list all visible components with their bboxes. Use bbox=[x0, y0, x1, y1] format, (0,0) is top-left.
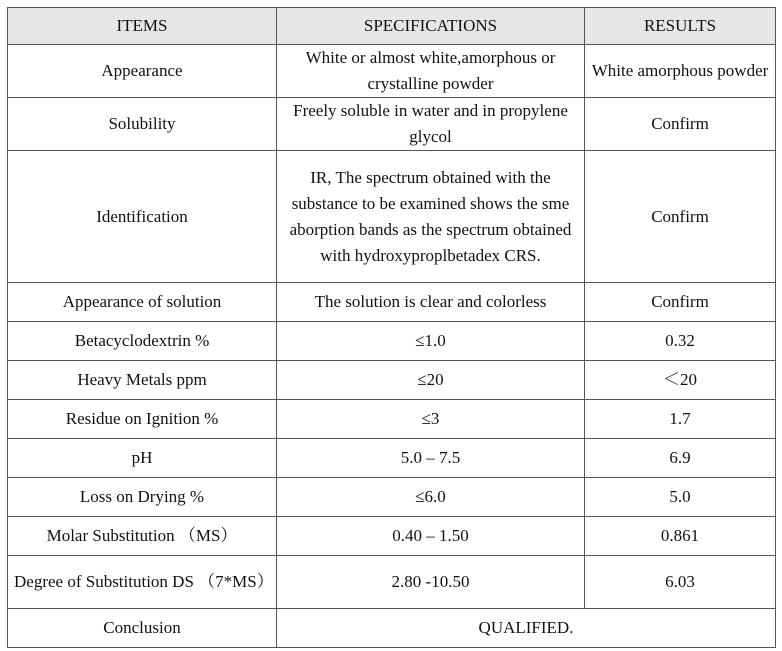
conclusion-value: QUALIFIED. bbox=[277, 609, 776, 648]
table-row bbox=[8, 45, 776, 98]
header-row bbox=[8, 8, 776, 45]
specification-table bbox=[7, 7, 776, 648]
item-cell: Heavy Metals ppm bbox=[8, 361, 277, 400]
item-cell: Solubility bbox=[8, 98, 277, 151]
table-row bbox=[8, 400, 776, 439]
table-row bbox=[8, 283, 776, 322]
table-row bbox=[8, 478, 776, 517]
spec-cell: ≤1.0 bbox=[277, 322, 585, 361]
result-cell: 0.861 bbox=[585, 517, 776, 556]
result-cell: 1.7 bbox=[585, 400, 776, 439]
result-cell: Confirm bbox=[585, 283, 776, 322]
spec-cell: The solution is clear and colorless bbox=[277, 283, 585, 322]
result-cell: Confirm bbox=[585, 151, 776, 283]
result-cell: ＜20 bbox=[585, 361, 776, 400]
result-cell: Confirm bbox=[585, 98, 776, 151]
result-cell: 6.9 bbox=[585, 439, 776, 478]
table-row bbox=[8, 322, 776, 361]
table-row bbox=[8, 98, 776, 151]
item-cell: Loss on Drying % bbox=[8, 478, 277, 517]
spec-cell: White or almost white,amorphous or crystalline powder bbox=[277, 45, 585, 98]
item-cell: Identification bbox=[8, 151, 277, 283]
spec-cell: IR, The spectrum obtained with the substance to be examined shows the sme aborption bands as the spectrum obtained with hydroxyproplbetadex CRS. bbox=[277, 151, 585, 283]
item-cell: pH bbox=[8, 439, 277, 478]
table-row bbox=[8, 439, 776, 478]
item-cell: Betacyclodextrin % bbox=[8, 322, 277, 361]
result-cell: White amorphous powder bbox=[585, 45, 776, 98]
spec-cell: ≤20 bbox=[277, 361, 585, 400]
spec-cell: Freely soluble in water and in propylene glycol bbox=[277, 98, 585, 151]
header-specifications: SPECIFICATIONS bbox=[277, 8, 585, 45]
conclusion-label: Conclusion bbox=[8, 609, 277, 648]
spec-cell: 2.80 -10.50 bbox=[277, 556, 585, 609]
result-cell: 0.32 bbox=[585, 322, 776, 361]
table-row bbox=[8, 361, 776, 400]
item-cell: Residue on Ignition % bbox=[8, 400, 277, 439]
spec-cell: 5.0 – 7.5 bbox=[277, 439, 585, 478]
table-row bbox=[8, 151, 776, 283]
table-row bbox=[8, 556, 776, 609]
table-row bbox=[8, 517, 776, 556]
result-cell: 5.0 bbox=[585, 478, 776, 517]
header-items: ITEMS bbox=[8, 8, 277, 45]
header-results: RESULTS bbox=[585, 8, 776, 45]
item-cell: Appearance bbox=[8, 45, 277, 98]
spec-cell: ≤6.0 bbox=[277, 478, 585, 517]
spec-cell: ≤3 bbox=[277, 400, 585, 439]
conclusion-row bbox=[8, 609, 776, 648]
spec-cell: 0.40 – 1.50 bbox=[277, 517, 585, 556]
item-cell: Degree of Substitution DS （7*MS） bbox=[8, 556, 277, 609]
result-cell: 6.03 bbox=[585, 556, 776, 609]
item-cell: Molar Substitution （MS） bbox=[8, 517, 277, 556]
item-cell: Appearance of solution bbox=[8, 283, 277, 322]
